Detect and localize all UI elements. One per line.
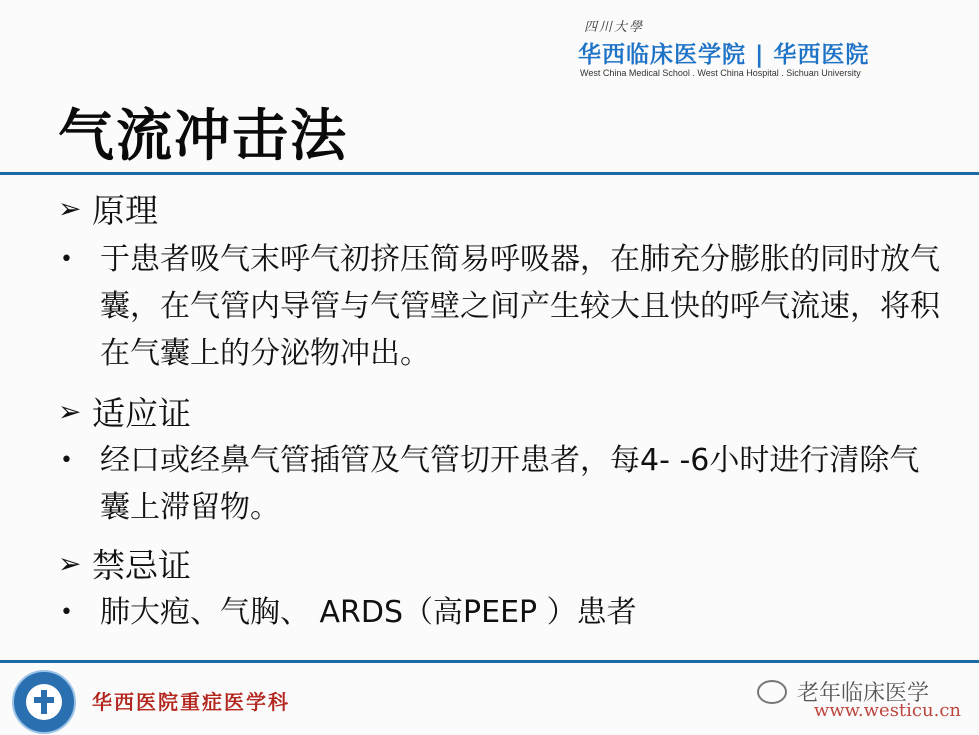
section-heading-text: 禁忌证 — [92, 545, 191, 585]
hospital-logo — [578, 14, 908, 84]
bullet-text: 于患者吸气末呼气初挤压简易呼吸器，在肺充分膨胀的同时放气囊，在气管内导管与气管壁之间产生较大且快的呼气流速，将积在气囊上的分泌物冲出。 — [100, 242, 940, 371]
bullet-text: 经口或经鼻气管插管及气管切开患者，每4- -6小时进行清除气囊上滞留物。 — [100, 443, 920, 525]
bullet-item — [58, 236, 948, 377]
school-name-en: West China Medical School . West China Hospital . Sichuan University — [580, 68, 861, 78]
header-divider — [0, 172, 979, 175]
bullet-dot-icon: • — [60, 600, 73, 625]
footer-divider — [0, 660, 979, 663]
bullet-item — [58, 589, 948, 636]
university-name: 四川大學 — [584, 20, 645, 35]
department-name: 华西医院重症医学科 — [92, 690, 290, 714]
slide-title: 气流冲击法 — [58, 103, 348, 169]
section-heading — [58, 537, 948, 589]
watermark-text: 老年临床医学 — [797, 681, 930, 706]
arrow-bullet-icon: ➢ — [58, 191, 82, 225]
slide-content — [58, 184, 948, 636]
hospital-emblem-icon — [12, 670, 76, 734]
section-heading — [58, 385, 948, 437]
school-name-cn: 华西临床医学院 | 华西医院 — [578, 42, 870, 68]
bullet-text: 肺大疱、气胸、 ARDS（高PEEP ）患者 — [100, 595, 637, 630]
section-heading-text: 原理 — [92, 190, 158, 230]
bullet-item — [58, 437, 948, 531]
arrow-bullet-icon: ➢ — [58, 546, 82, 580]
bullet-dot-icon: • — [60, 247, 73, 272]
bullet-dot-icon: • — [60, 448, 73, 473]
wechat-icon — [757, 680, 787, 704]
section-heading — [58, 184, 948, 232]
arrow-bullet-icon: ➢ — [58, 394, 82, 428]
footer-url: www.westicu.cn — [813, 700, 961, 721]
section-heading-text: 适应证 — [92, 393, 191, 433]
